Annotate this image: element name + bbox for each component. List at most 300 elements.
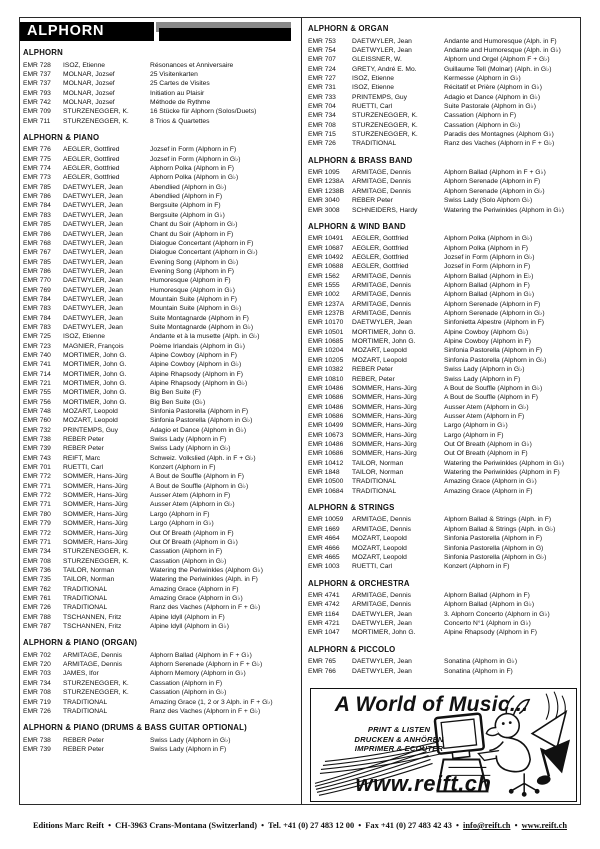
ad-tagline-line: PRINT & LISTEN [367, 725, 431, 734]
entry-title: Out Of Breath (Alphorn in F) [444, 450, 528, 458]
entry-composer: DAETWYLER, Jean [63, 267, 123, 275]
entry-number: EMR 708 [23, 557, 51, 565]
entry-composer: TAILOR, Norman [352, 468, 404, 476]
entry-composer: TSCHANNEN, Fritz [63, 622, 122, 630]
entry-composer: MORTIMER, John G. [63, 398, 127, 406]
entry-composer: AEGLER, Gottfried [63, 165, 120, 173]
entry-title: Alphorn Serenade (Alphorn in G♭) [444, 310, 545, 318]
entry-number: EMR 776 [23, 146, 51, 154]
entry-number: EMR 1003 [308, 563, 340, 571]
entry-title: Alphorn Ballad (Alphorn in F + G♭) [444, 169, 546, 177]
entry-title: Swiss Lady (Solo Alphorn G♭) [444, 197, 533, 205]
entry-title: Alphorn Serenade (Alphorn in F) [444, 300, 541, 308]
entry-title: Alphorn Ballad (Alphorn in F + G♭) [150, 651, 252, 659]
catalog-entry-row [23, 89, 298, 98]
entry-number: EMR 785 [23, 258, 51, 266]
entry-composer: ARMITAGE, Dennis [352, 525, 411, 533]
entry-composer: DAETWYLER, Jean [63, 230, 123, 238]
entry-composer: REBER Peter [352, 197, 393, 205]
entry-number: EMR 10205 [308, 356, 344, 364]
catalog-entry-row [308, 375, 578, 384]
entry-title: Evening Song (Alphorn in F) [150, 267, 235, 275]
entry-title: Ranz des Vaches (Alphorn in F + G♭) [150, 707, 261, 715]
entry-title: Out Of Breath (Alphorn in G♭) [150, 538, 238, 546]
entry-composer: PRINTEMPS, Guy [352, 93, 407, 101]
catalog-entry-row [308, 487, 578, 496]
entry-number: EMR 10486 [308, 384, 344, 392]
entry-composer: AEGLER, Gottfried [63, 174, 120, 182]
entry-title: Schweiz. Volkslied (Alph. in F + G♭) [150, 454, 256, 462]
catalog-entry-row [308, 346, 578, 355]
entry-composer: PRINTEMPS, Guy [63, 426, 118, 434]
entry-composer: MOZART, Leopold [352, 544, 407, 552]
catalog-entry-row [23, 444, 298, 453]
entry-number: EMR 725 [23, 333, 51, 341]
entry-composer: MORTIMER, John G. [352, 338, 416, 346]
entry-number: EMR 10412 [308, 459, 344, 467]
entry-number: EMR 10204 [308, 347, 344, 355]
entry-composer: TRADITIONAL [352, 487, 397, 495]
section-heading: ALPHORN & ORGAN [308, 24, 389, 33]
catalog-entry-row [308, 187, 578, 196]
entry-title: Guillaume Tell (Molnar) (Alph. in G♭) [444, 65, 552, 73]
entry-composer: ARMITAGE, Dennis [352, 601, 411, 609]
entry-title: Adagio et Dance (Alphorn in G♭) [150, 426, 247, 434]
entry-composer: SOMMER, Hans-Jürg [63, 510, 128, 518]
entry-number: EMR 719 [23, 698, 51, 706]
entry-number: EMR 739 [23, 445, 51, 453]
entry-number: EMR 10491 [308, 235, 344, 243]
footer-website-link[interactable]: www.reift.ch [521, 821, 568, 830]
entry-number: EMR 732 [23, 426, 51, 434]
entry-title: Andante et à la musette (Alph. in G♭) [150, 333, 260, 341]
entry-title: Swiss Lady (Alphorn in G♭) [150, 445, 231, 453]
entry-number: EMR 726 [23, 707, 51, 715]
entry-composer: MORTIMER, John G. [63, 361, 127, 369]
catalog-entry-row [23, 360, 298, 369]
entry-title: Alphorn Ballad (Alphorn in F) [444, 592, 530, 600]
entry-title: Largo (Alphorn in G♭) [150, 520, 214, 528]
entry-title: Watering the Periwinkles (Alphorn in F) [444, 468, 560, 476]
entry-number: EMR 10170 [308, 319, 344, 327]
entry-title: Mountain Suite (Alphorn in F) [150, 295, 237, 303]
entry-number: EMR 724 [308, 65, 336, 73]
catalog-entry-row [308, 253, 578, 262]
entry-number: EMR 765 [308, 658, 336, 666]
catalog-entry-row [308, 403, 578, 412]
entry-number: EMR 780 [23, 510, 51, 518]
entry-number: EMR 770 [23, 277, 51, 285]
catalog-entry-row [23, 173, 298, 182]
entry-composer: ARMITAGE, Dennis [352, 282, 411, 290]
entry-number: EMR 704 [308, 102, 336, 110]
page-title: ALPHORN [20, 22, 154, 41]
entry-number: EMR 766 [308, 667, 336, 675]
entry-title: Kermesse (Alphorn in G♭) [444, 74, 521, 82]
entry-number: EMR 737 [23, 80, 51, 88]
entry-title: Sonatina (Alphorn in G♭) [444, 658, 518, 666]
entry-number: EMR 10501 [308, 328, 344, 336]
catalog-entry-row [308, 356, 578, 365]
entry-number: EMR 10492 [308, 254, 344, 262]
entry-number: EMR 701 [23, 464, 51, 472]
catalog-entry-row [23, 519, 298, 528]
entry-number: EMR 10499 [308, 422, 344, 430]
footer-separator: • [456, 821, 459, 830]
entry-composer: SOMMER, Hans-Jürg [352, 431, 417, 439]
catalog-entry-row [23, 398, 298, 407]
catalog-entry-row [308, 93, 578, 102]
entry-composer: ARMITAGE, Dennis [352, 272, 411, 280]
entry-composer: MAGNIER, François [63, 342, 124, 350]
catalog-entry-row [23, 314, 298, 323]
entry-composer: DAETWYLER, Jean [63, 211, 123, 219]
entry-number: EMR 733 [308, 93, 336, 101]
entry-title: Alphorn Serenade (Alphorn in G♭) [444, 187, 545, 195]
entry-title: Alphorn Ballad (Alphorn in E♭) [444, 272, 534, 280]
catalog-entry-row [308, 553, 578, 562]
entry-composer: DAETWYLER, Jean [63, 258, 123, 266]
entry-number: EMR 1237B [308, 310, 345, 318]
catalog-entry-row [308, 468, 578, 477]
entry-composer: DAETWYLER, Jean [352, 610, 412, 618]
entry-composer: AEGLER, Gottfried [352, 254, 409, 262]
entry-number: EMR 1848 [308, 468, 340, 476]
entry-composer: DAETWYLER, Jean [63, 286, 123, 294]
entry-title: Alphorn Ballad & Strings (Alph. in F) [444, 516, 552, 524]
entry-number: EMR 707 [308, 56, 336, 64]
page-footer [0, 821, 600, 830]
entry-title: Swiss Lady (Alphorn in F) [444, 375, 521, 383]
entry-composer: ARMITAGE, Dennis [352, 178, 411, 186]
entry-title: Amazing Grace (1, 2 or 3 Alph. in F + G♭) [150, 698, 273, 706]
catalog-entry-row [23, 594, 298, 603]
catalog-entry-row [308, 525, 578, 534]
entry-title: Ausser Atem (Alphorn in F) [150, 492, 231, 500]
entry-number: EMR 708 [23, 689, 51, 697]
entry-title: Watering the Periwinkles (Alph. in F) [150, 576, 258, 584]
entry-composer: TRADITIONAL [63, 594, 108, 602]
entry-composer: ARMITAGE, Dennis [63, 661, 122, 669]
entry-number: EMR 772 [23, 492, 51, 500]
entry-composer: MOZART, Leopold [352, 356, 407, 364]
entry-title: Chant du Soir (Alphorn in F) [150, 230, 234, 238]
entry-composer: DAETWYLER, Jean [63, 295, 123, 303]
entry-number: EMR 771 [23, 482, 51, 490]
entry-composer: JAMES, Ifor [63, 670, 99, 678]
catalog-entry-row [23, 566, 298, 575]
catalog-entry-row [23, 258, 298, 267]
entry-number: EMR 769 [23, 286, 51, 294]
catalog-entry-row [308, 657, 578, 666]
catalog-entry-row [308, 515, 578, 524]
entry-title: Sinfonia Pastorella (Alphorn in F) [150, 408, 249, 416]
entry-title: Alpine Rhapsody (Alphorn in F) [150, 370, 243, 378]
entry-number: EMR 755 [23, 389, 51, 397]
catalog-entry-row [308, 328, 578, 337]
entry-composer: MORTIMER, John G. [63, 389, 127, 397]
catalog-entry-row [308, 667, 578, 676]
entry-composer: TSCHANNEN, Fritz [63, 613, 122, 621]
entry-number: EMR 786 [23, 230, 51, 238]
entry-number: EMR 785 [23, 221, 51, 229]
entry-composer: SOMMER, Hans-Jürg [63, 520, 128, 528]
entry-title: Cassation (Alphorn in G♭) [150, 557, 227, 565]
entry-title: Andante and Humoresque (Alph. in F) [444, 37, 557, 45]
ad-tagline-line: DRUCKEN & ANHÖREN [354, 734, 444, 744]
entry-title: Suite Pastorale (Alphorn in G♭) [444, 102, 536, 110]
entry-composer: TAILOR, Norman [63, 566, 115, 574]
entry-composer: REBER, Peter [352, 375, 395, 383]
entry-number: EMR 739 [23, 746, 51, 754]
entry-composer: MORTIMER, John G. [63, 351, 127, 359]
entry-composer: SOMMER, Hans-Jürg [63, 492, 128, 500]
entry-number: EMR 709 [23, 108, 51, 116]
entry-number: EMR 737 [23, 70, 51, 78]
entry-composer: MOZART, Leopold [352, 553, 407, 561]
entry-composer: DAETWYLER, Jean [63, 221, 123, 229]
entry-title: Amazing Grace (Alphorn in F) [150, 585, 239, 593]
entry-composer: REBER Peter [63, 736, 104, 744]
entry-number: EMR 728 [23, 61, 51, 69]
entry-composer: AEGLER, Gottfried [352, 244, 409, 252]
entry-composer: SOMMER, Hans-Jürg [63, 473, 128, 481]
entry-composer: SCHNEIDERS, Hardy [352, 206, 418, 214]
entry-composer: ARMITAGE, Dennis [352, 592, 411, 600]
entry-number: EMR 726 [23, 604, 51, 612]
entry-number: EMR 784 [23, 295, 51, 303]
entry-composer: ISOZ, Etienne [63, 333, 106, 341]
entry-title: Dialogue Concertant (Alphorn in G♭) [150, 249, 258, 257]
entry-title: 16 Stücke für Alphorn (Solos/Duets) [150, 108, 257, 116]
ad-tagline-line: IMPRIMER & ECOUTER [354, 744, 444, 754]
entry-title: Ausser Atem (Alphorn in F) [444, 412, 525, 420]
catalog-entry-row [23, 500, 298, 509]
entry-composer: DAETWYLER, Jean [352, 658, 412, 666]
entry-composer: ISOZ, Etienne [352, 84, 395, 92]
section-heading: ALPHORN [23, 48, 63, 57]
catalog-entry-row [23, 416, 298, 425]
entry-number: EMR 741 [23, 361, 51, 369]
entry-title: Alpine Cowboy (Alphorn in F) [150, 351, 237, 359]
entry-composer: SOMMER, Hans-Jürg [63, 529, 128, 537]
catalog-entry-row [308, 281, 578, 290]
catalog-entry-row [308, 440, 578, 449]
catalog-entry-row [308, 111, 578, 120]
entry-composer: SOMMER, Hans-Jürg [352, 450, 417, 458]
entry-title: A Bout de Souffle (Alphorn in F) [150, 473, 244, 481]
entry-title: Ausser Atem (Alphorn in G♭) [150, 501, 235, 509]
entry-number: EMR 1237A [308, 300, 345, 308]
entry-title: Largo (Alphorn in G♭) [444, 422, 508, 430]
entry-title: A Bout de Souffle (Alphorn in G♭) [444, 384, 543, 392]
catalog-entry-row [23, 426, 298, 435]
entry-title: Sinfonietta Alpestre (Alphorn in F) [444, 319, 544, 327]
entry-number: EMR 738 [23, 736, 51, 744]
catalog-entry-row [23, 211, 298, 220]
entry-title: Watering the Periwinkles (Alphorn in G♭) [444, 459, 564, 467]
catalog-entry-row [308, 300, 578, 309]
catalog-entry-row [23, 342, 298, 351]
entry-number: EMR 731 [308, 84, 336, 92]
footer-separator: • [514, 821, 518, 830]
catalog-entry-row [23, 192, 298, 201]
catalog-entry-row [23, 276, 298, 285]
entry-number: EMR 1669 [308, 525, 340, 533]
entry-composer: MOZART, Leopold [352, 347, 407, 355]
entry-title: Watering the Periwinkles (Alphorn G♭) [150, 566, 263, 574]
catalog-entry-row [308, 244, 578, 253]
entry-title: Alphorn Memory (Alphorn in G♭) [150, 670, 246, 678]
entry-title: Abendlied (Alphorn in F) [150, 193, 223, 201]
catalog-entry-row [23, 295, 298, 304]
entry-composer: ARMITAGE, Dennis [352, 310, 411, 318]
entry-title: Résonances et Anniversaire [150, 61, 234, 69]
entry-number: EMR 734 [23, 679, 51, 687]
catalog-entry-row [308, 74, 578, 83]
entry-composer: SOMMER, Hans-Jürg [352, 412, 417, 420]
entry-title: Suite Montagnarde (Alphorn in G♭) [150, 323, 254, 331]
entry-composer: SOMMER, Hans-Jürg [63, 482, 128, 490]
entry-title: Abendlied (Alphorn in G♭) [150, 183, 227, 191]
catalog-entry-row [23, 183, 298, 192]
entry-number: EMR 10486 [308, 440, 344, 448]
catalog-entry-row [23, 61, 298, 70]
entry-composer: ISOZ, Etienne [352, 74, 395, 82]
entry-title: Alpine Idyll (Alphorn in F) [150, 613, 225, 621]
entry-title: Amazing Grace (Alphorn in G♭) [150, 594, 243, 602]
entry-title: Out Of Breath (Alphorn in G♭) [444, 440, 532, 448]
entry-number: EMR 734 [23, 548, 51, 556]
catalog-entry-row [308, 55, 578, 64]
entry-title: Jozsef in Form (Alphorn in G♭) [444, 254, 535, 262]
entry-title: A Bout de Souffle (Alphorn in F) [444, 394, 538, 402]
entry-title: Konzert (Alphorn in F) [444, 563, 510, 571]
entry-composer: ISOZ, Etienne [63, 61, 106, 69]
entry-title: Concerto N°1 (Alphorn in G♭) [444, 620, 531, 628]
entry-number: EMR 788 [23, 613, 51, 621]
catalog-entry-row [23, 679, 298, 688]
catalog-entry-row [23, 575, 298, 584]
entry-number: EMR 784 [23, 314, 51, 322]
entry-title: Alphorn Polka (Alphorn in G♭) [444, 235, 533, 243]
catalog-entry-row [23, 463, 298, 472]
entry-composer: AEGLER, Gottfried [352, 235, 409, 243]
entry-composer: REBER Peter [63, 445, 104, 453]
entry-title: Alphorn Polka (Alphorn in F) [444, 244, 529, 252]
entry-composer: STURZENEGGER, K. [63, 108, 129, 116]
catalog-entry-row [23, 286, 298, 295]
entry-title: Sinfonia Pastorella (Alphorn in G) [444, 544, 544, 552]
catalog-entry-row [23, 745, 298, 754]
catalog-entry-row [308, 234, 578, 243]
catalog-entry-row [308, 449, 578, 458]
catalog-entry-row [23, 603, 298, 612]
entry-composer: SOMMER, Hans-Jürg [352, 422, 417, 430]
entry-number: EMR 753 [308, 37, 336, 45]
catalog-entry-row [308, 337, 578, 346]
footer-separator: • [108, 821, 112, 830]
entry-number: EMR 708 [308, 121, 336, 129]
entry-title: Sinfonia Pastorella (Alphorn in F) [444, 347, 543, 355]
entry-number: EMR 3040 [308, 197, 340, 205]
catalog-entry-row [308, 562, 578, 571]
entry-number: EMR 779 [23, 520, 51, 528]
entry-number: EMR 783 [23, 323, 51, 331]
entry-title: Andante and Humoresque (Alph. in G♭) [444, 46, 561, 54]
entry-number: EMR 711 [23, 117, 51, 125]
entry-title: Sonatina (Alphorn in F) [444, 667, 513, 675]
entry-title: Cassation (Alphorn in G♭) [150, 689, 227, 697]
entry-composer: TRADITIONAL [352, 140, 397, 148]
catalog-frame [19, 17, 581, 805]
catalog-entry-row [23, 622, 298, 631]
entry-composer: DAETWYLER, Jean [63, 305, 123, 313]
ad-website-url: www.reift.ch [355, 771, 492, 796]
catalog-entry-row [308, 412, 578, 421]
catalog-entry-row [23, 707, 298, 716]
entry-number: EMR 783 [23, 305, 51, 313]
entry-title: Jozsef in Form (Alphorn in F) [150, 146, 237, 154]
catalog-entry-row [23, 107, 298, 116]
entry-title: Cassation (Alphorn in G♭) [444, 121, 521, 129]
ad-headline: A World of Music... [334, 693, 529, 716]
entry-composer: MOLNAR, Jozsef [63, 80, 115, 88]
catalog-entry-row [23, 117, 298, 126]
entry-number: EMR 727 [308, 74, 336, 82]
entry-number: EMR 714 [23, 370, 51, 378]
entry-number: EMR 775 [23, 155, 51, 163]
catalog-entry-row [308, 534, 578, 543]
entry-number: EMR 10500 [308, 478, 344, 486]
entry-number: EMR 10686 [308, 450, 344, 458]
entry-number: EMR 4665 [308, 553, 340, 561]
catalog-entry-row [308, 431, 578, 440]
entry-composer: MOLNAR, Jozsef [63, 70, 115, 78]
catalog-entry-row [308, 309, 578, 318]
catalog-entry-row [23, 239, 298, 248]
entry-composer: ARMITAGE, Dennis [352, 169, 411, 177]
entry-number: EMR 760 [23, 417, 51, 425]
entry-number: EMR 783 [23, 211, 51, 219]
entry-number: EMR 773 [23, 174, 51, 182]
entry-composer: TAILOR, Norman [63, 576, 115, 584]
entry-title: 25 Cartes de Visites [150, 80, 210, 88]
entry-composer: STURZENEGGER, K. [63, 117, 129, 125]
entry-composer: DAETWYLER, Jean [352, 319, 412, 327]
footer-fax: Fax +41 (0) 27 483 42 43 [365, 821, 452, 830]
entry-title: Largo (Alphorn in F) [150, 510, 210, 518]
entry-composer: MORTIMER, John G. [352, 328, 416, 336]
entry-number: EMR 1238B [308, 187, 345, 195]
entry-number: EMR 703 [23, 670, 51, 678]
catalog-entry-row [23, 529, 298, 538]
entry-title: Alphorn Serenade (Alphorn in F + G♭) [150, 661, 263, 669]
catalog-entry-row [308, 65, 578, 74]
entry-title: Sinfonia Pastorella (Alphorn in F) [444, 535, 543, 543]
entry-title: Dialogue Concertant (Alphorn in F) [150, 239, 254, 247]
section-heading: ALPHORN & PIANO (ORGAN) [23, 638, 138, 648]
entry-composer: STURZENEGGER, K. [63, 679, 129, 687]
catalog-entry-row [23, 220, 298, 229]
entry-composer: DAETWYLER, Jean [352, 37, 412, 45]
ad-tagline-block [337, 725, 461, 754]
entry-composer: MOZART, Leopold [63, 408, 118, 416]
entry-number: EMR 754 [308, 46, 336, 54]
footer-email-link[interactable]: info@reift.ch [463, 821, 511, 830]
entry-number: EMR 738 [23, 436, 51, 444]
title-bar-extension [159, 28, 291, 42]
